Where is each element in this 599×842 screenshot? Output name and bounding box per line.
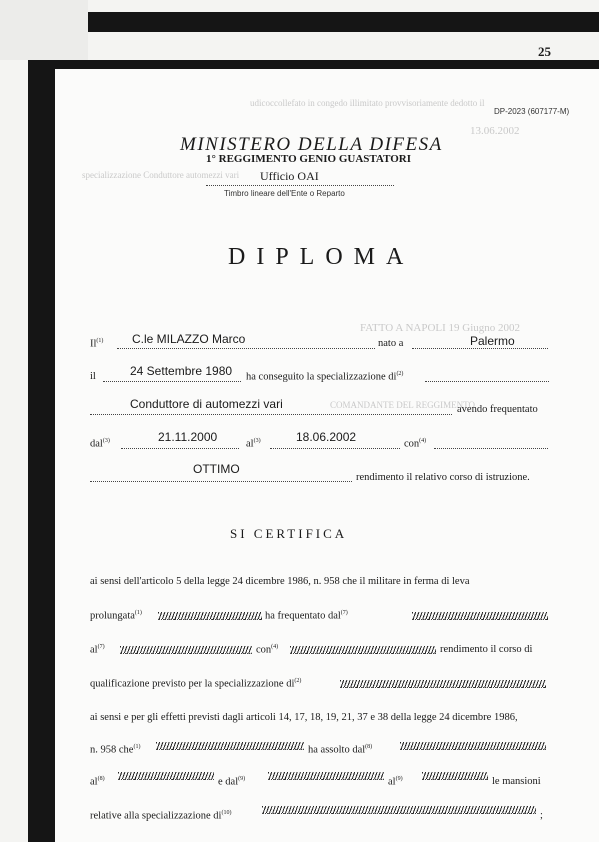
blank-line — [434, 448, 548, 449]
footnote-ref: (4) — [419, 438, 427, 444]
label-con: con — [256, 644, 272, 656]
label-il: Il — [90, 338, 97, 350]
label-dal: dal — [90, 438, 103, 450]
bleed-through-line: udicoccollefato in congedo illimitato provvisoriamente dedotto il — [250, 98, 485, 108]
ministry-heading: MINISTERO DELLA DIFESA — [180, 134, 443, 155]
diploma-title: DIPLOMA — [228, 244, 415, 270]
stamp-caption: Timbro lineare dell'Ente o Reparto — [224, 189, 345, 198]
name-line — [117, 348, 375, 349]
bleed-through-line: specializzazione Conduttore automezzi vari — [82, 170, 240, 180]
footnote-ref: (4) — [271, 644, 279, 650]
label-al: al — [388, 776, 396, 788]
si-certifica-heading: SI CERTIFICA — [230, 526, 348, 541]
crossed-field — [290, 646, 436, 654]
label-nato-a: nato a — [378, 338, 404, 349]
birthdate: 24 Settembre 1980 — [130, 364, 233, 378]
form-code: DP-2023 (607177-M) — [494, 107, 570, 116]
label-con: con — [404, 438, 420, 450]
footnote-ref: (3) — [253, 438, 261, 444]
label-e-dal: e dal — [218, 776, 239, 788]
footnote-ref: (9) — [395, 776, 403, 782]
crossed-field — [412, 612, 548, 620]
birthplace-line — [412, 348, 548, 349]
holder-name: C.le MILAZZO Marco — [132, 332, 246, 346]
bleed-through-line: FATTO A NAPOLI 19 Giugno 2002 — [360, 322, 521, 334]
date-to: 18.06.2002 — [296, 430, 357, 444]
footnote-ref: (10) — [221, 810, 232, 816]
label-prolungata: prolungata — [90, 610, 135, 622]
certify-line-1: ai sensi dell'articolo 5 della legge 24 dicembre 1986, n. 958 che il militare in ferma di leva — [90, 576, 470, 587]
birthplace: Palermo — [470, 334, 515, 348]
footnote-ref: (1) — [133, 744, 141, 750]
specialization-line — [90, 414, 452, 415]
date-to-line — [270, 448, 400, 449]
label-il: il — [90, 371, 96, 382]
grade-line — [90, 481, 352, 482]
footnote-ref: (1) — [96, 338, 104, 344]
crossed-field — [422, 772, 488, 780]
grade: OTTIMO — [193, 462, 240, 476]
footnote-ref: (2) — [396, 371, 404, 377]
crossed-field — [118, 772, 214, 780]
label-al: al — [246, 438, 254, 450]
crossed-field — [158, 612, 262, 620]
label-rendimento: rendimento il relativo corso di istruzione. — [356, 472, 530, 483]
footnote-ref: (8) — [97, 776, 105, 782]
crossed-field — [400, 742, 546, 750]
label-n958: n. 958 che — [90, 744, 134, 756]
label-qualificazione: qualificazione previsto per la specializzazione di — [90, 678, 295, 690]
date-from-line — [121, 448, 239, 449]
crossed-field — [156, 742, 304, 750]
birthdate-line — [103, 381, 241, 382]
footnote-ref: (8) — [365, 744, 373, 750]
footnote-ref: (7) — [97, 644, 105, 650]
scan-border-left — [28, 60, 55, 842]
label-ha-frequentato: ha frequentato dal — [265, 610, 341, 622]
crossed-field — [340, 680, 546, 688]
office-stamp: Ufficio OAI — [260, 169, 319, 183]
regiment-stamp: 1° REGGIMENTO GENIO GUASTATORI — [206, 153, 411, 165]
page-number: 25 — [538, 44, 551, 59]
label-al: al — [90, 776, 98, 788]
semicolon: ; — [540, 810, 543, 821]
date-from: 21.11.2000 — [158, 430, 218, 444]
label-al: al — [90, 644, 98, 656]
footnote-ref: (1) — [134, 610, 142, 616]
scan-border-top — [88, 12, 599, 32]
label-conseguito: ha conseguito la specializzazione di — [246, 371, 397, 383]
label-rendimento-corso: rendimento il corso di — [440, 644, 533, 655]
footnote-ref: (7) — [340, 610, 348, 616]
page-corner — [0, 0, 88, 60]
crossed-field — [120, 646, 252, 654]
specialization: Conduttore di automezzi vari — [130, 397, 283, 411]
bleed-through-line: COMANDANTE DEL REGGIMENTO — [330, 400, 475, 410]
crossed-field — [268, 772, 384, 780]
footnote-ref: (3) — [102, 438, 110, 444]
footnote-ref: (9) — [238, 776, 246, 782]
label-ha-assolto: ha assolto dal — [308, 744, 366, 756]
label-le-mansioni: le mansioni — [492, 776, 541, 787]
certify-line-laws: ai sensi e per gli effetti previsti dagli articoli 14, 17, 18, 19, 21, 37 e 38 della legge 24 dicembre 1986, — [90, 712, 518, 723]
scan-border-top-inner — [47, 60, 599, 69]
crossed-field — [262, 806, 536, 814]
stamp-underline — [206, 185, 394, 186]
footnote-ref: (2) — [294, 678, 302, 684]
bleed-through-date: 13.06.2002 — [470, 125, 520, 137]
label-relative: relative alla specializzazione di — [90, 810, 222, 822]
blank-line — [425, 381, 549, 382]
label-avendo-frequentato: avendo frequentato — [457, 404, 538, 415]
